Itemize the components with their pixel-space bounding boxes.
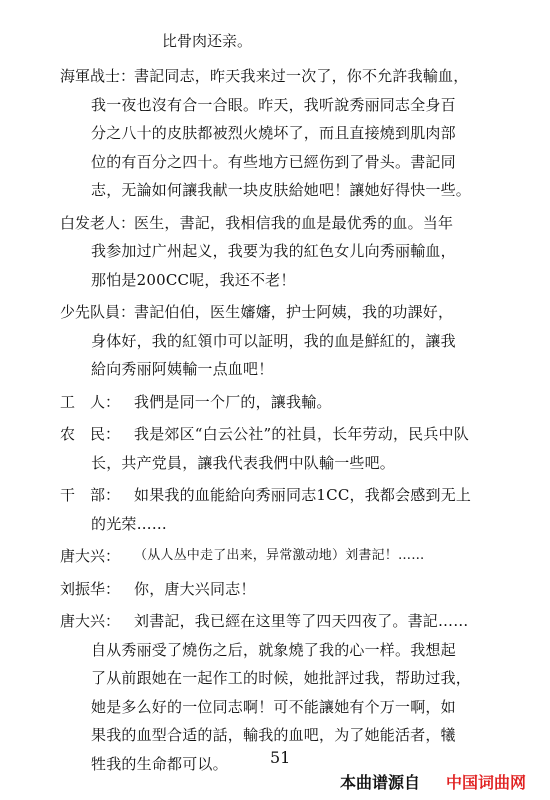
speaker-name: 农 民： bbox=[60, 425, 121, 443]
speaker-name: 少先队員： bbox=[60, 303, 136, 321]
dialogue-line: 你，唐大兴同志！ bbox=[134, 579, 256, 598]
speaker-name: 干 部： bbox=[60, 486, 121, 504]
dialogue-line: 果我的血型合适的話，輸我的血吧，为了她能活者，犧 bbox=[91, 726, 456, 744]
dialogue-line: 那怕是200CC呢，我还不老！ bbox=[91, 270, 296, 289]
dialogue-line: 我是郊区“白云公社”的社員，长年劳动，民兵中队 bbox=[134, 425, 469, 443]
dialogue-line: 牲我的生命都可以。 bbox=[91, 754, 228, 773]
speaker-name: 唐大兴： bbox=[60, 547, 121, 565]
dialogue-line: 位的有百分之四十。有些地方已經伤到了骨头。書記同 bbox=[91, 152, 456, 171]
speaker-name: 海軍战士： bbox=[60, 67, 136, 85]
speaker-name: 工 人： bbox=[60, 392, 121, 411]
dialogue-line: 她是多么好的一位同志啊！可不能讓她有个万一啊，如 bbox=[91, 697, 456, 716]
page-number: 51 bbox=[270, 748, 291, 767]
dialogue-line: 如果我的血能給向秀丽同志1CC，我都会感到无上 bbox=[134, 486, 472, 504]
dialogue-line: 我一夜也沒有合一合眼。昨天，我听說秀丽同志全身百 bbox=[91, 95, 456, 114]
speaker-name: 白发老人： bbox=[60, 213, 136, 232]
dialogue-line: 身体好，我的紅領巾可以証明，我的血是鮮紅的，讓我 bbox=[91, 331, 456, 350]
footer-site-link[interactable]: 中国词曲网 bbox=[446, 773, 527, 792]
dialogue-line: 給向秀丽阿姨輸一点血吧！ bbox=[91, 360, 274, 378]
footer-source-label: 本曲谱源自 bbox=[340, 773, 421, 792]
dialogue-line: 書記同志，昨天我来过一次了，你不允許我輸血， bbox=[134, 67, 469, 85]
dialogue-line: 的光荣…… bbox=[91, 514, 168, 533]
dialogue-line: 了从前跟她在一起作工的时候，她批評过我，帮助过我， bbox=[91, 669, 472, 687]
dialogue-line: 我們是同一个厂的，讓我輸。 bbox=[134, 392, 332, 411]
lead-line: 比骨肉还亲。 bbox=[162, 32, 253, 50]
dialogue-line: 刘書記，我已經在这里等了四天四夜了。書記…… bbox=[134, 612, 469, 630]
dialogue-line: 志，无論如何讓我献一块皮肤給她吧！讓她好得快一些。 bbox=[91, 181, 472, 199]
dialogue-line: 書記伯伯，医生嬸嬸，护士阿姨，我的功課好， bbox=[134, 303, 454, 321]
dialogue-line: 医生，書記，我相信我的血是最优秀的血。当年 bbox=[134, 213, 454, 232]
speaker-name: 唐大兴： bbox=[60, 612, 121, 630]
dialogue-line: 长，共产党員，讓我代表我們中队輸一些吧。 bbox=[91, 453, 396, 472]
dialogue-line: （从人丛中走了出来，异常激动地）刘書記！…… bbox=[134, 548, 425, 563]
dialogue-line: 我参加过广州起义，我要为我的紅色女儿向秀丽輸血， bbox=[91, 242, 456, 260]
speaker-name: 刘振华： bbox=[60, 579, 121, 598]
dialogue-line: 分之八十的皮肤都被烈火燒坏了，而且直接燒到肌肉部 bbox=[91, 124, 456, 142]
dialogue-line: 自从秀丽受了燒伤之后，就象燒了我的心一样。我想起 bbox=[91, 640, 456, 659]
